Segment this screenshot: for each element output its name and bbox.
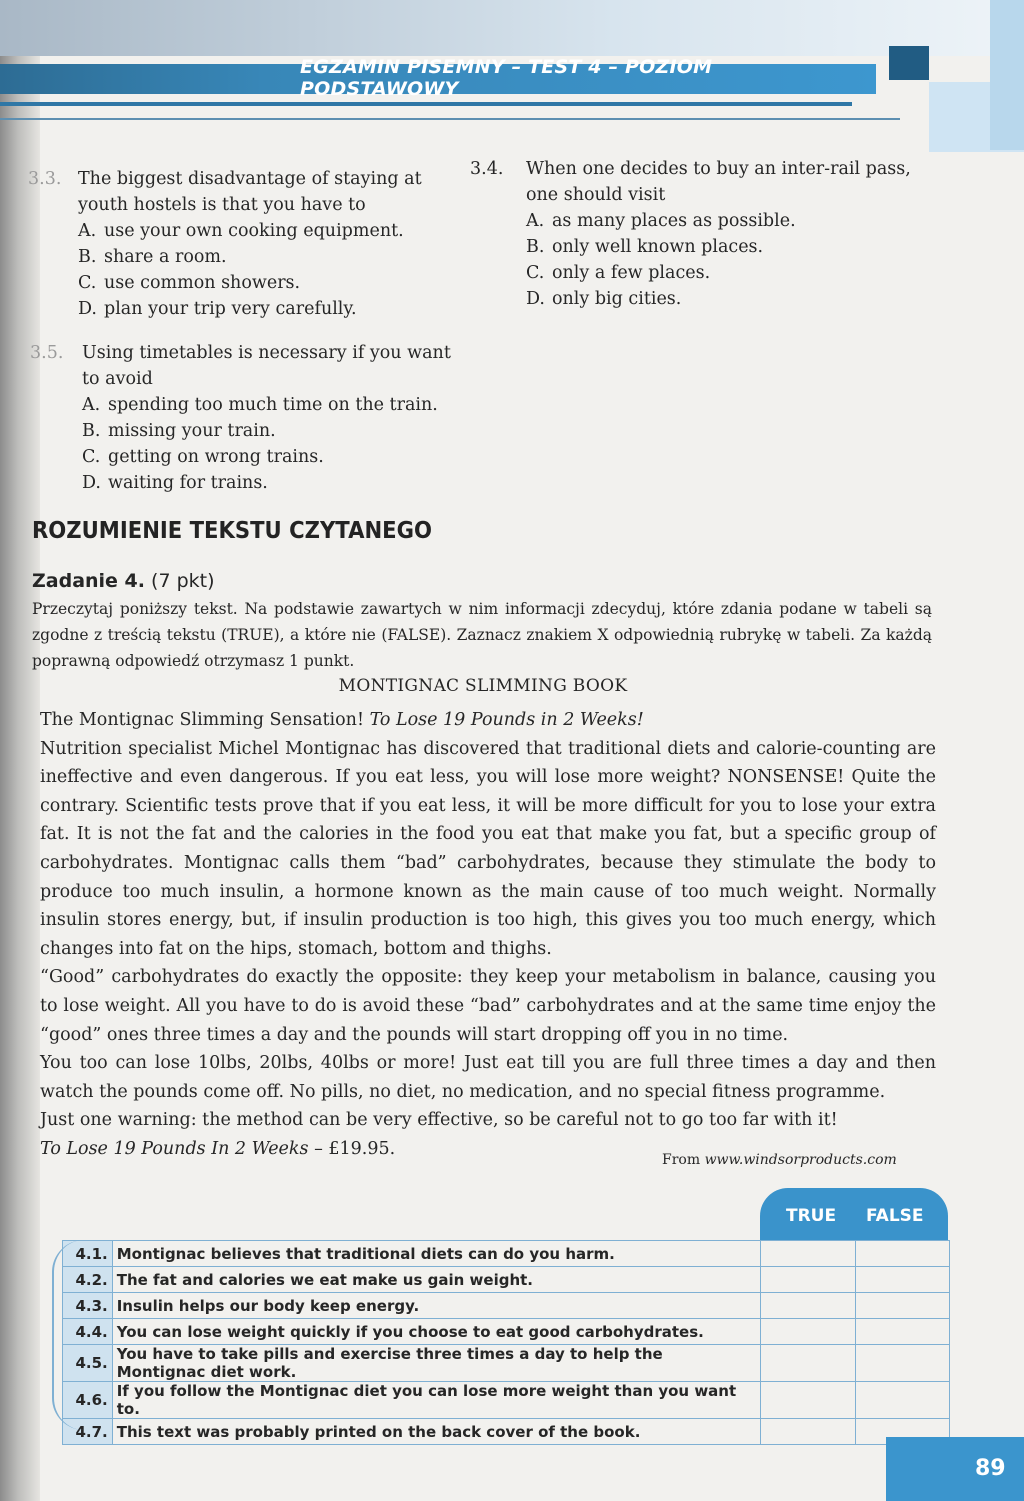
true-answer-cell[interactable] [761,1419,855,1445]
corner-square-dark [889,46,929,80]
article-heading: MONTIGNAC SLIMMING BOOK [338,676,628,696]
statement-text: Insulin helps our body keep energy. [112,1293,761,1319]
option-letter: B. [82,421,101,441]
table-row [63,1345,950,1382]
option-letter: D. [82,473,101,493]
false-column-label: FALSE [866,1206,924,1226]
table-row [63,1241,950,1267]
section-title: ROZUMIENIE TEKSTU CZYTANEGO [32,518,432,544]
statement-number: 4.5. [63,1345,113,1382]
statement-text: You have to take pills and exercise three times a day to help the Montignac diet work. [112,1345,761,1382]
statement-text: Montignac believes that traditional diets can do you harm. [112,1241,761,1267]
option-text: only a few places. [552,263,711,283]
option-letter: A. [78,221,97,241]
statement-text: If you follow the Montignac diet you can lose more weight than you want to. [112,1382,761,1419]
option-text: getting on wrong trains. [108,447,324,467]
true-answer-cell[interactable] [761,1267,855,1293]
question-3-5 [30,340,470,496]
task-instructions: Przeczytaj poniższy tekst. Na podstawie zawartych w nim informacji zdecyduj, które zdania podane w tabeli są zgodne z treścią tekstu (TRUE), a które nie (FALSE). Zaznacz znakiem X odpowiednią rubrykę w tabeli. Za każdą poprawną odpowiedź otrzymasz 1 punkt. [32,600,932,670]
false-answer-cell[interactable] [855,1267,949,1293]
task-label: Zadanie 4. [32,570,145,592]
false-answer-cell[interactable] [855,1319,949,1345]
option-text: as many places as possible. [552,211,796,231]
true-answer-cell[interactable] [761,1293,855,1319]
question-stem: Using timetables is necessary if you want [82,343,451,363]
question-stem: The biggest disadvantage of staying at [78,169,422,189]
option-text: plan your trip very carefully. [104,299,357,319]
question-number: 3.4. [470,159,504,179]
question-stem: youth hostels is that you have to [78,195,366,215]
table-row [63,1382,950,1419]
false-answer-cell[interactable] [855,1382,949,1419]
statement-number: 4.2. [63,1267,113,1293]
question-stem: one should visit [526,185,666,205]
true-answer-cell[interactable] [761,1382,855,1419]
question-3-3 [28,166,448,322]
false-answer-cell[interactable] [855,1345,949,1382]
option-text: use common showers. [104,273,301,293]
true-answer-cell[interactable] [761,1319,855,1345]
option-letter: A. [526,211,545,231]
task-title [32,570,215,592]
statement-number: 4.7. [63,1419,113,1445]
option-letter: B. [526,237,545,257]
question-number: 3.5. [30,343,64,363]
option-letter: C. [78,273,97,293]
option-text: waiting for trains. [108,473,268,493]
table-row [63,1319,950,1345]
option-text: use your own cooking equipment. [104,221,404,241]
option-letter: D. [526,289,545,309]
article-paragraph: “Good” carbohydrates do exactly the opposite: they keep your metabolism in balance, causing you to lose weight. All you have to do is avoid these “bad” carbohydrates and at the same time enjoy the “good” ones three times a day and the pounds will start dropping off you in no time. [40,967,936,1045]
article-paragraph: You too can lose 10lbs, 20lbs, 40lbs or more! Just eat till you are full three times a day and then watch the pounds come off. No pills, no diet, no medication, and no special fitness programme. [40,1053,936,1102]
table-row [63,1267,950,1293]
statement-text: You can lose weight quickly if you choose to eat good carbohydrates. [112,1319,761,1345]
option-text: share a room. [104,247,227,267]
statement-number: 4.3. [63,1293,113,1319]
question-stem: When one decides to buy an inter-rail pass, [526,159,911,179]
question-stem: to avoid [82,369,153,389]
false-answer-cell[interactable] [855,1293,949,1319]
option-letter: D. [78,299,97,319]
option-text: spending too much time on the train. [108,395,438,415]
statement-text: The fat and calories we eat make us gain weight. [112,1267,761,1293]
true-answer-cell[interactable] [761,1241,855,1267]
option-text: only big cities. [552,289,682,309]
header-title: EGZAMIN PISEMNY – TEST 4 – POZIOM PODSTAWOWY [300,56,713,100]
article-paragraph: Nutrition specialist Michel Montignac has discovered that traditional diets and calorie-counting are ineffective and even dangerous. If you eat less, you will lose more weight? NONSENSE! Quite the contrary. Scientific tests prove that if you eat less, it will be more difficult for you to lose your extra fat. It is not the fat and the calories in the food you eat that make you fat, but a specific group of carbohydrates. Montignac calls them “bad” carbohydrates, because they stimulate the body to produce too much insulin, a hormone known as the main cause of too much weight. Normally insulin stores energy, but, if insulin production is too high, this gives you too much energy, which changes into fat on the hips, stomach, bottom and thighs. [40,738,936,959]
article-paragraph: Just one warning: the method can be very effective, so be careful not to go too far with it! [40,1110,838,1131]
table-row [63,1419,950,1445]
task-points: (7 pkt) [151,570,215,592]
corner-edge [990,0,1024,150]
price-title: To Lose 19 Pounds In 2 Weeks [40,1138,309,1159]
option-letter: A. [82,395,101,415]
article-intro [40,706,936,735]
header-rule-thin [0,118,900,120]
article-source [662,1152,897,1168]
question-3-4 [470,156,930,312]
article-text [40,706,936,1164]
page-number: 89 [975,1456,1006,1481]
top-decoration [0,0,1024,56]
table-rounded-edge [52,1240,84,1430]
statement-number: 4.1. [63,1241,113,1267]
option-letter: B. [78,247,97,267]
article-intro-text: The Montignac Slimming Sensation! [40,710,364,730]
true-false-table [62,1240,950,1445]
option-letter: C. [82,447,101,467]
false-answer-cell[interactable] [855,1241,949,1267]
option-text: only well known places. [552,237,764,257]
option-letter: C. [526,263,545,283]
true-false-header [760,1188,948,1240]
article-intro-italic: To Lose 19 Pounds in 2 Weeks! [369,710,644,730]
true-column-label: TRUE [786,1206,837,1226]
statement-number: 4.6. [63,1382,113,1419]
header-rule [0,102,852,106]
source-url: www.windsorproducts.com [704,1152,897,1168]
price: – £19.95. [314,1138,396,1159]
statement-number: 4.4. [63,1319,113,1345]
option-text: missing your train. [108,421,276,441]
true-answer-cell[interactable] [761,1345,855,1382]
question-number: 3.3. [28,169,62,189]
table-row [63,1293,950,1319]
statement-text: This text was probably printed on the back cover of the book. [112,1419,761,1445]
source-prefix: From [662,1152,701,1168]
